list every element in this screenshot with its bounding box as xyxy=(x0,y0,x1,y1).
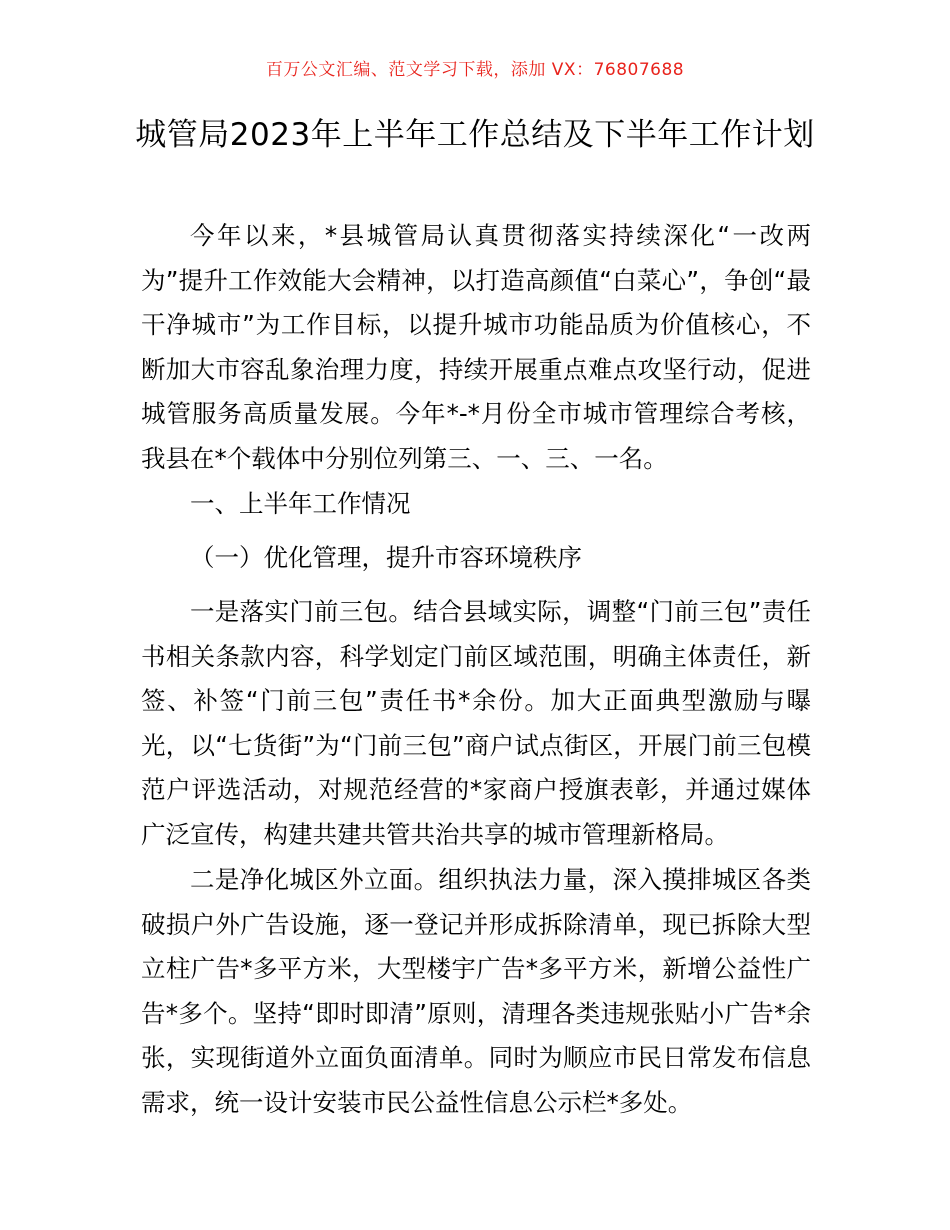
watermark-banner: 百万公文汇编、范文学习下载，添加 VX：76807688 xyxy=(265,60,685,80)
document-title: 城管局2023年上半年工作总结及下半年工作计划 xyxy=(135,117,815,153)
intro-paragraph: 今年以来，*县城管局认真贯彻落实持续深化“一改两为”提升工作效能大会精神，以打造高颜值“白菜心”，争创“最干净城市”为工作目标，以提升城市功能品质为价值核心，不断加大市容乱象治理力度，持续开展重点难点攻坚行动，促进城管服务高质量发展。今年*-*月份全市城市管理综合考核，我县在*个载体中分别位列第三、一、三、一名。 xyxy=(141,221,811,473)
subsection-heading: （一）优化管理，提升市容环境秩序 xyxy=(190,543,582,572)
body-paragraph: 一是落实门前三包。结合县域实际，调整“门前三包”责任书相关条款内容，科学划定门前区域范围，明确主体责任，新签、补签“门前三包”责任书*余份。加大正面典型激励与曝光，以“七货街”为“门前三包”商户试点街区，开展门前三包模范户评选活动，对规范经营的*家商户授旗表彰，并通过媒体广泛宣传，构建共建共管共治共享的城市管理新格局。 xyxy=(141,597,811,849)
section-heading: 一、上半年工作情况 xyxy=(190,489,411,518)
body-paragraph: 二是净化城区外立面。组织执法力量，深入摸排城区各类破损户外广告设施，逐一登记并形成拆除清单，现已拆除大型立柱广告*多平方米，大型楼宇广告*多平方米，新增公益性广告*多个。坚持“即时即清”原则，清理各类违规张贴小广告*余张，实现街道外立面负面清单。同时为顺应市民日常发布信息需求，统一设计安装市民公益性信息公示栏*多处。 xyxy=(141,865,811,1117)
